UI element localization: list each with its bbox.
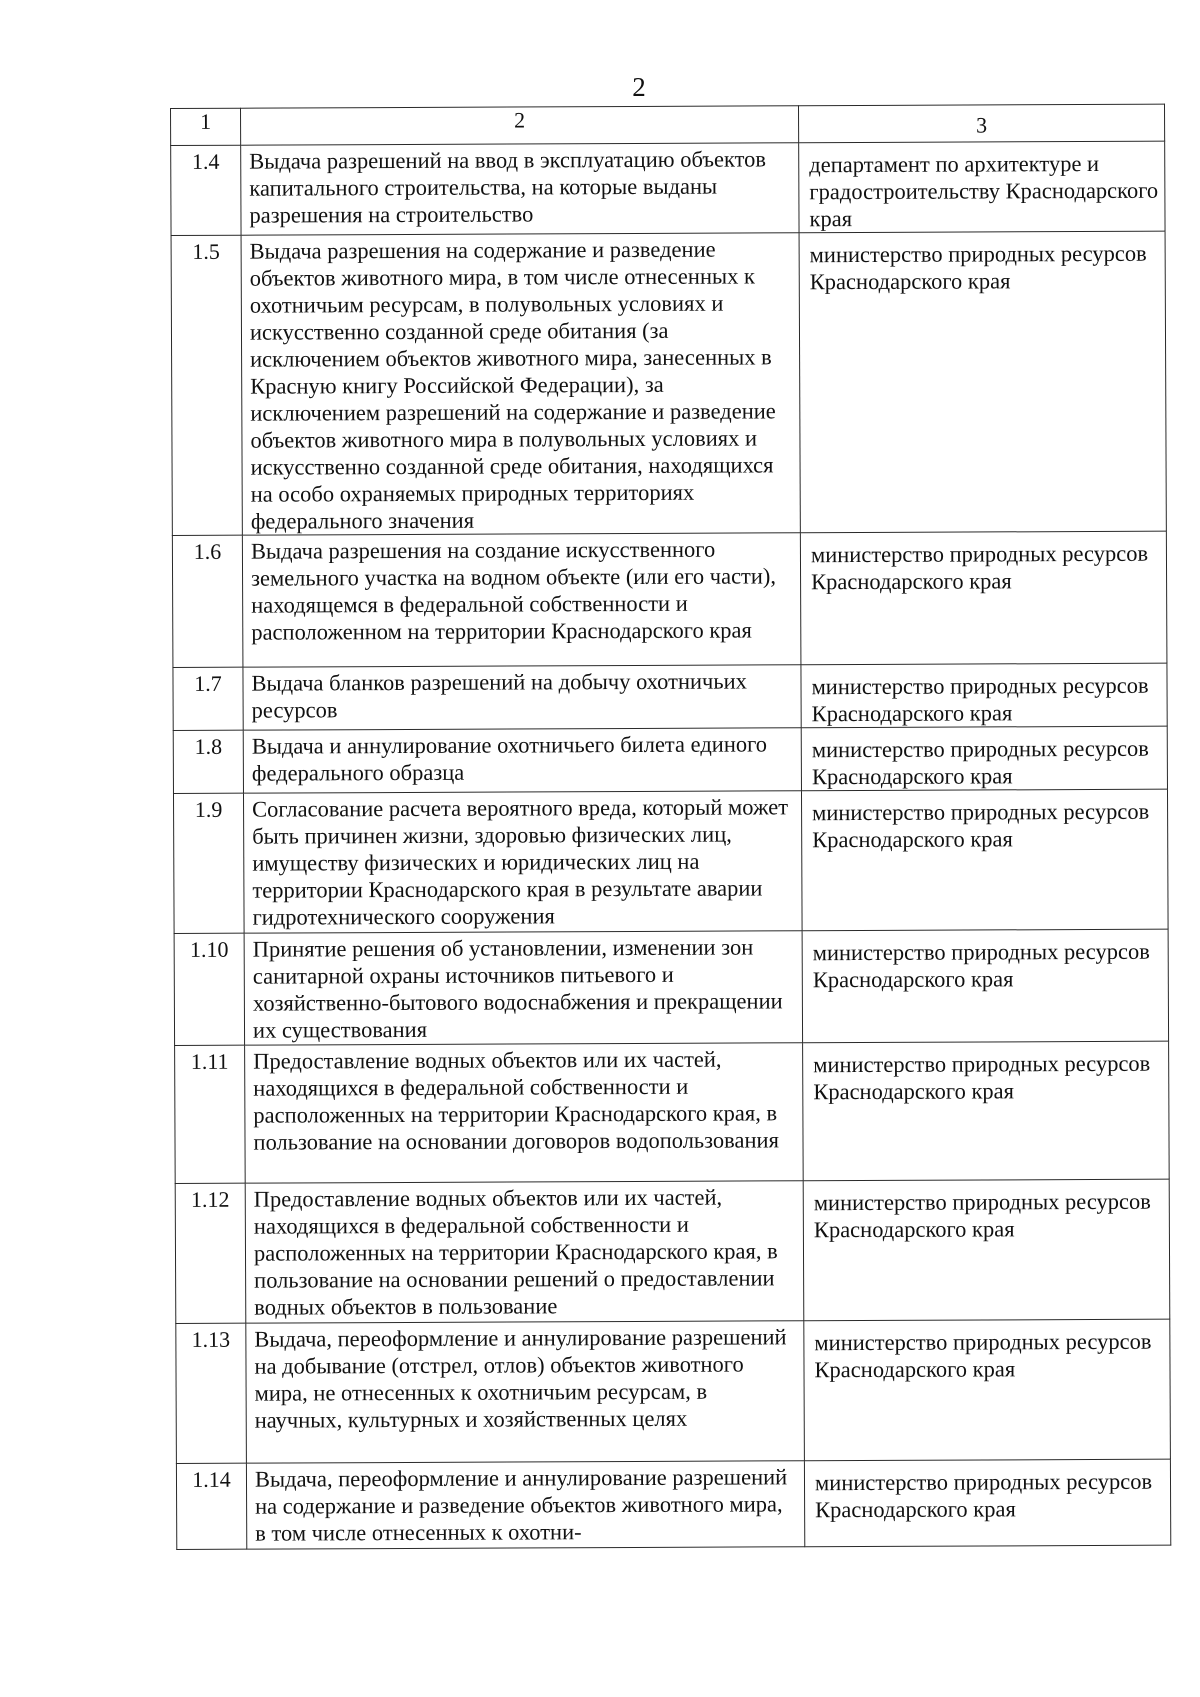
column-header-number: 1: [171, 108, 241, 145]
service-name: Предоставление водных объектов или их частей, находящихся в федеральной собственности и расположенных на территории Краснодарского края, в пользование на основании решений о предоставлении водных объектов в пользование: [245, 1181, 804, 1323]
row-number: 1.13: [176, 1323, 247, 1463]
table-row: [176, 1319, 1171, 1463]
service-name: Выдача, переоформление и аннулирование разрешений на добывание (отстрел, отлов) объектов животного мира, не отнесенных к охотничьим ресурсам, в научных, культурных и хозяйственных целях: [246, 1321, 805, 1463]
service-name: Выдача, переоформление и аннулирование разрешений на содержание и разведение объектов животного мира, в том числе отнесенных к охотни-: [246, 1461, 804, 1549]
service-name: Выдача разрешения на содержание и разведение объектов животного мира, в том числе отнесенных к охотничьим ресурсам, в полувольных условиях и искусственно созданной среде обитания (за исключением объектов животного мира, занесенных в Красную книгу Российской Федерации), за исключением разрешений на содержание и разведение объектов животного мира в полувольных условиях и искусственно созданной среде обитания, находящихся на особо охраняемых природных территориях федерального значения: [241, 233, 800, 535]
table-row: [171, 141, 1165, 235]
service-name: Принятие решения об установлении, изменении зон санитарной охраны источников питьевого и хозяйственно-бытового водоснабжения и прекращении их существования: [244, 931, 802, 1045]
row-number: 1.10: [174, 933, 244, 1045]
authority-name: министерство природных ресурсов Краснодарского края: [801, 663, 1167, 728]
row-number: 1.4: [171, 145, 241, 235]
authority-name: министерство природных ресурсов Краснодарского края: [800, 531, 1167, 665]
row-number: 1.9: [173, 793, 244, 933]
table-row: [173, 789, 1168, 933]
column-header-service: 2: [241, 106, 799, 145]
authority-name: министерство природных ресурсов Краснодарского края: [804, 1459, 1170, 1547]
column-header-authority: 3: [798, 104, 1164, 143]
table-row: [173, 726, 1167, 793]
authority-name: департамент по архитектуре и градостроительству Краснодарского края: [799, 141, 1165, 233]
authority-name: министерство природных ресурсов Краснодарского края: [801, 726, 1167, 791]
row-number: 1.14: [176, 1463, 246, 1549]
service-name: Предоставление водных объектов или их частей, находящихся в федеральной собственности и расположенных на территории Краснодарского края, в пользование на основании договоров водопользования: [245, 1043, 804, 1183]
table-row: [175, 1179, 1170, 1323]
row-number: 1.6: [172, 535, 243, 667]
services-table: [170, 104, 1171, 1550]
authority-name: министерство природных ресурсов Краснодарского края: [803, 1041, 1170, 1181]
table-row: [174, 929, 1168, 1045]
authority-name: министерство природных ресурсов Краснодарского края: [799, 231, 1166, 533]
table-row: [175, 1041, 1170, 1183]
table-row: [176, 1459, 1170, 1549]
row-number: 1.5: [171, 235, 242, 535]
row-number: 1.11: [175, 1045, 246, 1183]
authority-name: министерство природных ресурсов Краснодарского края: [804, 1319, 1171, 1461]
table-row: [173, 663, 1167, 730]
row-number: 1.12: [175, 1183, 246, 1323]
authority-name: министерство природных ресурсов Краснодарского края: [802, 929, 1168, 1043]
service-name: Выдача разрешения на создание искусственного земельного участка на водном объекте (или его части), находящемся в федеральной собственности и расположенном на территории Краснодарского края: [242, 533, 801, 667]
row-number: 1.8: [173, 730, 243, 793]
table-header-row: [171, 104, 1165, 145]
table-row: [171, 231, 1166, 535]
authority-name: министерство природных ресурсов Краснодарского края: [803, 1179, 1170, 1321]
service-name: Выдача разрешений на ввод в эксплуатацию объектов капитального строительства, на которые выданы разрешения на строительство: [241, 143, 799, 235]
service-name: Выдача бланков разрешений на добычу охотничьих ресурсов: [243, 665, 801, 730]
service-name: Выдача и аннулирование охотничьего билета единого федерального образца: [243, 728, 801, 793]
service-name: Согласование расчета вероятного вреда, который может быть причинен жизни, здоровью физических лиц, имуществу физических и юридических лиц на территории Краснодарского края в результате аварии гидротехнического сооружения: [243, 791, 802, 933]
page-number: 2: [632, 72, 646, 102]
table-row: [172, 531, 1167, 667]
authority-name: министерство природных ресурсов Краснодарского края: [801, 789, 1168, 931]
row-number: 1.7: [173, 667, 243, 730]
